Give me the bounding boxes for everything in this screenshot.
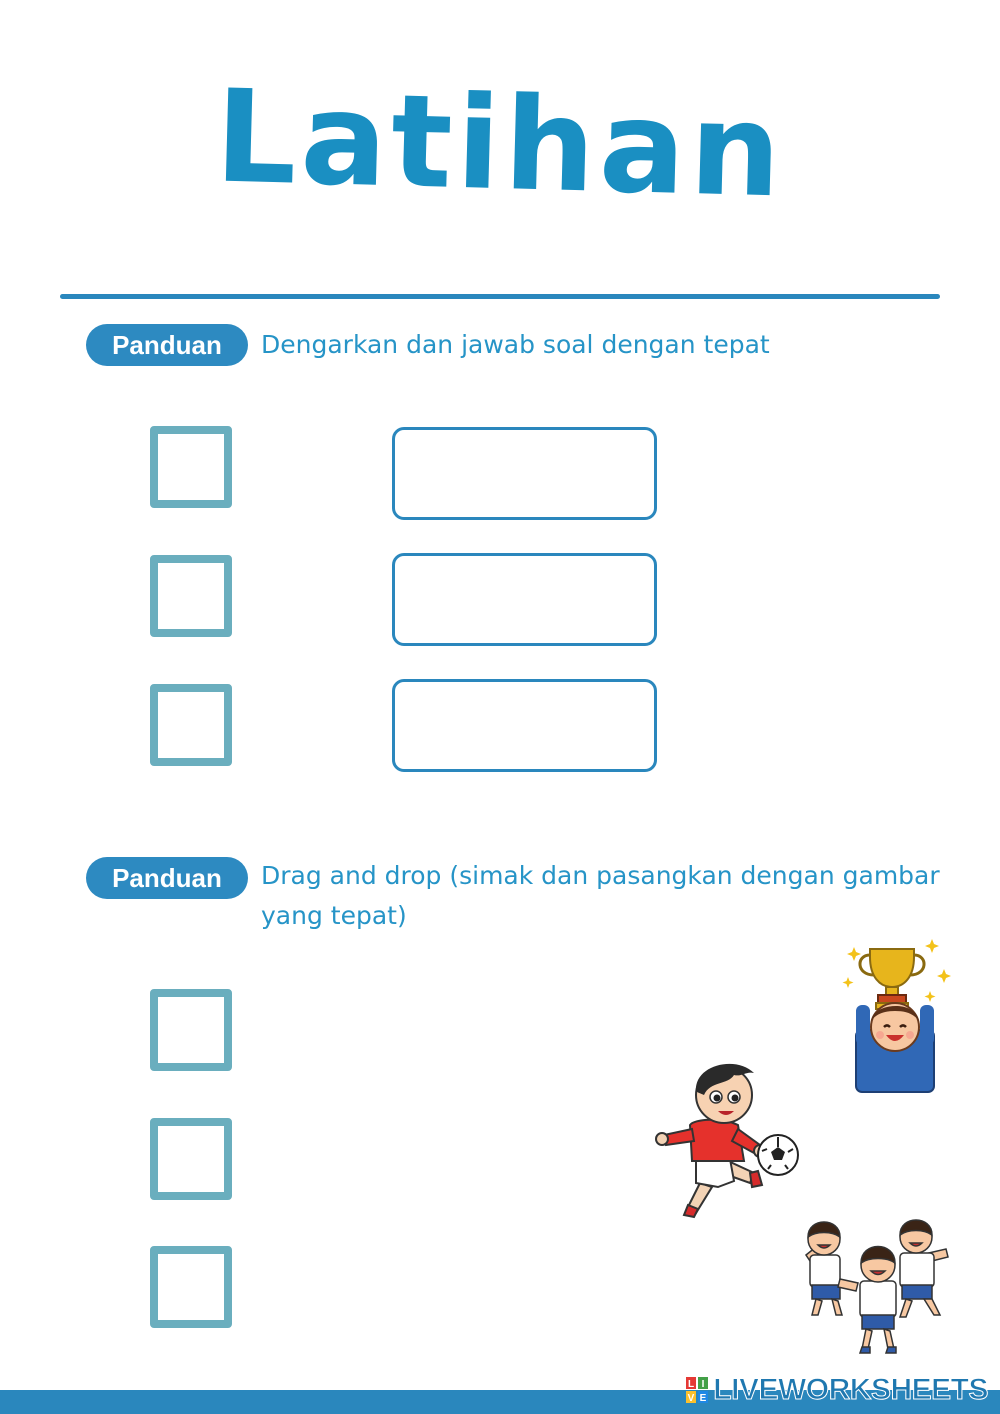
checkbox-3[interactable] xyxy=(150,684,232,766)
panduan-badge-1: Panduan xyxy=(86,324,248,366)
logo-letter-v: V xyxy=(687,1393,695,1404)
liveworksheets-brand[interactable] xyxy=(685,1372,988,1408)
instruction-2: Drag and drop (simak dan pasangkan dengan gambar yang tepat) xyxy=(261,861,940,930)
trophy-boy-image[interactable] xyxy=(840,935,960,1095)
checkbox-2[interactable] xyxy=(150,555,232,637)
running-kids-image[interactable] xyxy=(800,1215,965,1360)
checkbox-4[interactable] xyxy=(150,989,232,1071)
answer-box-3[interactable] xyxy=(392,679,657,772)
logo-letter-l: L xyxy=(688,1379,695,1390)
checkbox-1[interactable] xyxy=(150,426,232,508)
logo-letter-i: I xyxy=(701,1379,705,1390)
checkbox-6[interactable] xyxy=(150,1246,232,1328)
page-title: Latihan xyxy=(213,62,787,227)
instruction-1: Dengarkan dan jawab soal dengan tepat xyxy=(261,330,770,359)
liveworksheets-logo-icon xyxy=(685,1376,709,1404)
divider xyxy=(60,294,940,299)
brand-name: LIVEWORKSHEETS xyxy=(713,1373,988,1406)
answer-box-2[interactable] xyxy=(392,553,657,646)
logo-letter-e: E xyxy=(699,1393,707,1404)
answer-box-1[interactable] xyxy=(392,427,657,520)
panduan-badge-2: Panduan xyxy=(86,857,248,899)
soccer-boy-image[interactable] xyxy=(652,1055,804,1220)
checkbox-5[interactable] xyxy=(150,1118,232,1200)
